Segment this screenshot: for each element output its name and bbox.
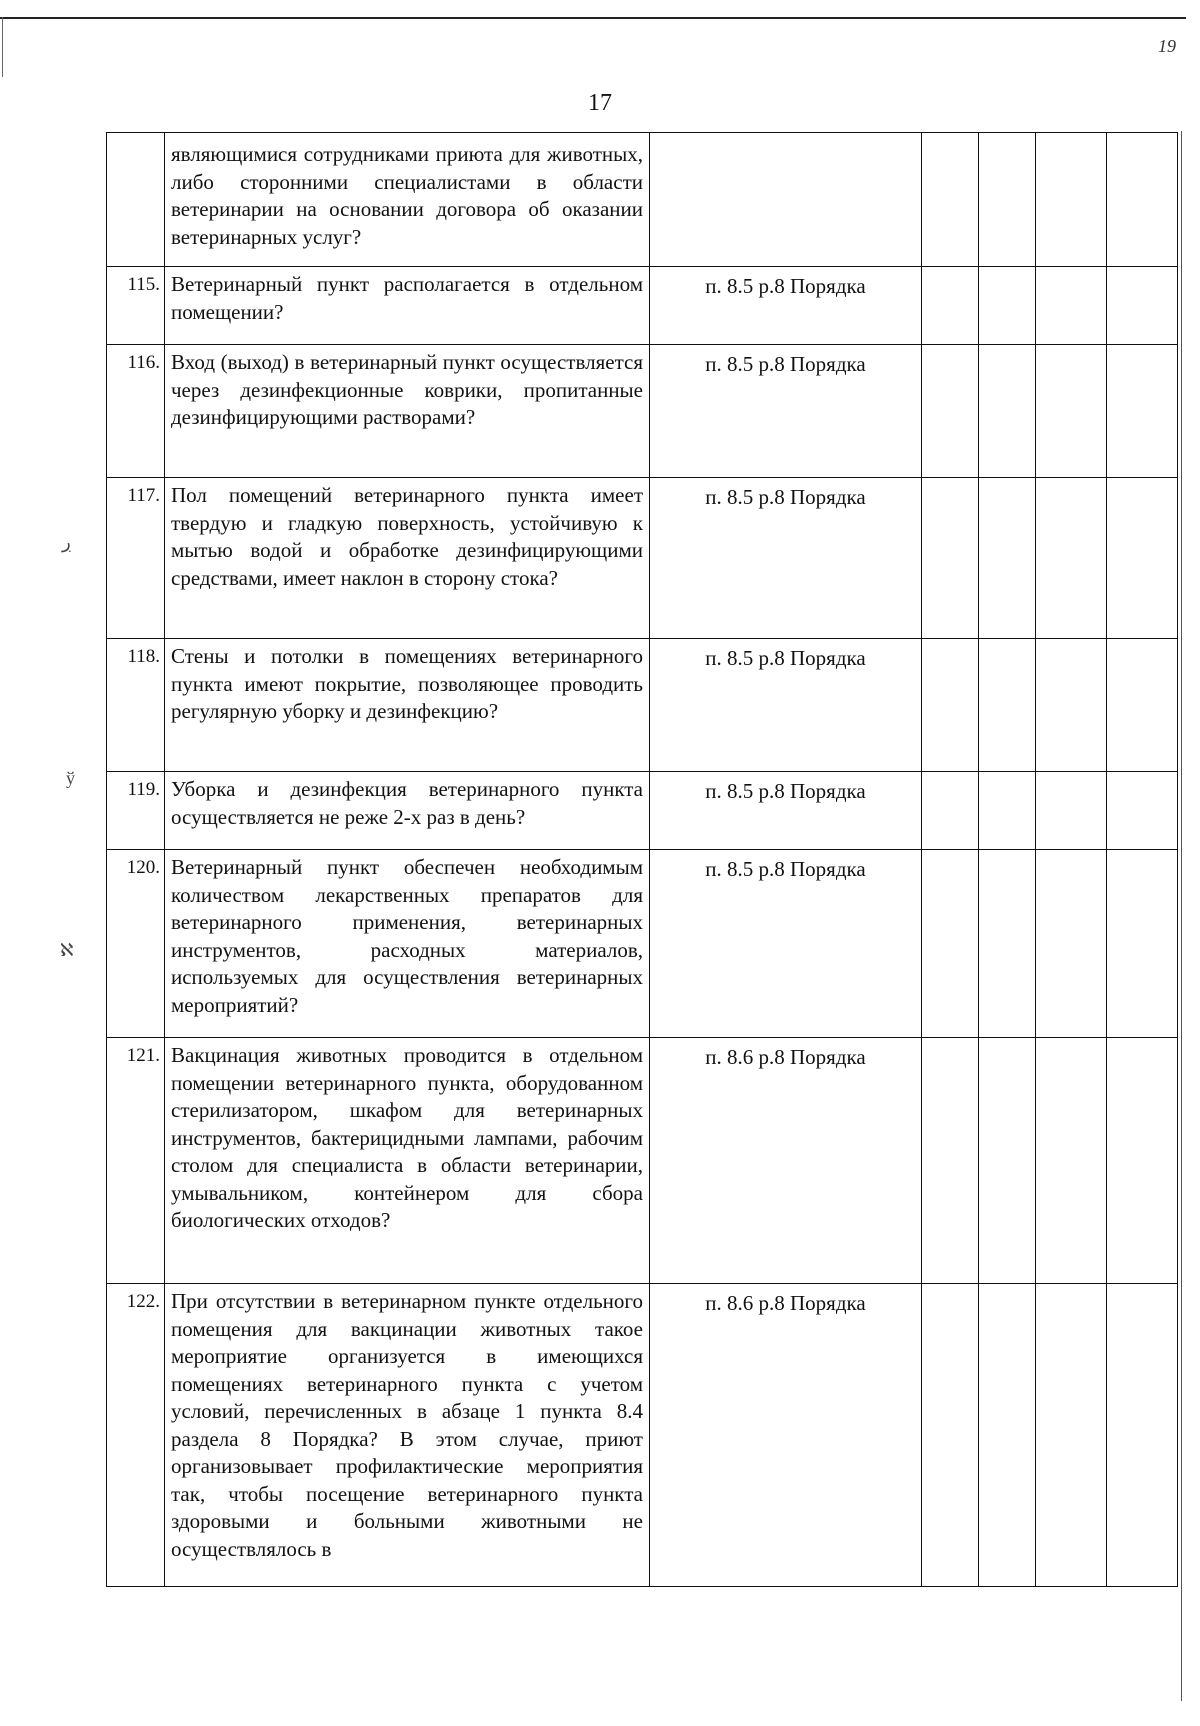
row-reference: п. 8.6 р.8 Порядка <box>650 1038 922 1284</box>
answer-cell <box>979 1284 1036 1587</box>
answer-cell <box>979 133 1036 267</box>
row-question: Вход (выход) в ветеринарный пункт осуществляется через дезинфекционные коврики, пропитанные дезинфицирующими растворами? <box>165 345 650 478</box>
row-number: 121. <box>107 1038 165 1284</box>
margin-mark-2: ў <box>66 768 75 788</box>
table-row <box>107 850 1178 1038</box>
page-number: 17 <box>588 90 612 116</box>
checklist-table-container <box>106 132 1177 1587</box>
row-number: 116. <box>107 345 165 478</box>
row-question: Уборка и дезинфекция ветеринарного пункта осуществляется не реже 2-х раз в день? <box>165 772 650 850</box>
answer-cell <box>1036 850 1107 1038</box>
answer-cell <box>1036 267 1107 345</box>
answer-cell <box>1107 1284 1178 1587</box>
answer-cell <box>1107 850 1178 1038</box>
answer-cell <box>922 639 979 772</box>
table-row <box>107 133 1178 267</box>
answer-cell <box>979 639 1036 772</box>
table-row <box>107 772 1178 850</box>
row-number: 118. <box>107 639 165 772</box>
answer-cell <box>1036 639 1107 772</box>
row-reference: п. 8.5 р.8 Порядка <box>650 345 922 478</box>
answer-cell <box>1107 478 1178 639</box>
answer-cell <box>922 345 979 478</box>
left-border-line <box>2 17 3 77</box>
answer-cell <box>1036 345 1107 478</box>
row-question: Пол помещений ветеринарного пункта имеет твердую и гладкую поверхность, устойчивую к мытью водой и обработке дезинфицирующими средствами, имеет наклон в сторону стока? <box>165 478 650 639</box>
answer-cell <box>922 850 979 1038</box>
row-reference: п. 8.5 р.8 Порядка <box>650 639 922 772</box>
top-border-line <box>0 17 1186 19</box>
answer-cell <box>1036 133 1107 267</box>
answer-cell <box>1107 345 1178 478</box>
answer-cell <box>1107 133 1178 267</box>
row-question: Ветеринарный пункт располагается в отдельном помещении? <box>165 267 650 345</box>
answer-cell <box>922 1038 979 1284</box>
answer-cell <box>979 478 1036 639</box>
row-number: 122. <box>107 1284 165 1587</box>
row-question: являющимися сотрудниками приюта для животных, либо сторонними специалистами в области ветеринарии на основании договора об оказании ветеринарных услуг? <box>165 133 650 267</box>
row-reference: п. 8.5 р.8 Порядка <box>650 267 922 345</box>
row-reference: п. 8.5 р.8 Порядка <box>650 772 922 850</box>
corner-sheet-number: 19 <box>1158 36 1176 56</box>
row-question: Ветеринарный пункт обеспечен необходимым количеством лекарственных препаратов для ветеринарного применения, ветеринарных инструментов, расходных материалов, используемых для осуществления ветеринарных мероприятий? <box>165 850 650 1038</box>
row-question: Стены и потолки в помещениях ветеринарного пункта имеют покрытие, позволяющее проводить регулярную уборку и дезинфекцию? <box>165 639 650 772</box>
answer-cell <box>1036 1038 1107 1284</box>
answer-cell <box>922 772 979 850</box>
answer-cell <box>1107 639 1178 772</box>
row-reference <box>650 133 922 267</box>
row-reference: п. 8.5 р.8 Порядка <box>650 478 922 639</box>
checklist-table <box>106 132 1178 1587</box>
answer-cell <box>1036 772 1107 850</box>
table-row <box>107 639 1178 772</box>
answer-cell <box>1036 478 1107 639</box>
answer-cell <box>922 1284 979 1587</box>
row-number <box>107 133 165 267</box>
answer-cell <box>979 850 1036 1038</box>
answer-cell <box>1107 772 1178 850</box>
table-row <box>107 345 1178 478</box>
row-reference: п. 8.5 р.8 Порядка <box>650 850 922 1038</box>
table-row <box>107 267 1178 345</box>
row-number: 117. <box>107 478 165 639</box>
answer-cell <box>979 1038 1036 1284</box>
row-number: 119. <box>107 772 165 850</box>
row-question: Вакцинация животных проводится в отдельном помещении ветеринарного пункта, оборудованном стерилизатором, шкафом для ветеринарных инструментов, бактерицидными лампами, рабочим столом для специалиста в области ветеринарии, умывальником, контейнером для сбора биологических отходов? <box>165 1038 650 1284</box>
answer-cell <box>922 478 979 639</box>
answer-cell <box>1107 1038 1178 1284</box>
answer-cell <box>922 133 979 267</box>
table-row <box>107 478 1178 639</box>
table-row <box>107 1038 1178 1284</box>
right-border-line <box>1181 131 1182 1701</box>
answer-cell <box>979 267 1036 345</box>
answer-cell <box>979 772 1036 850</box>
row-question: При отсутствии в ветеринарном пункте отдельного помещения для вакцинации животных такое мероприятие организуется в имеющихся помещениях ветеринарного пункта с учетом условий, перечисленных в абзаце 1 пункта 8.4 раздела 8 Порядка? В этом случае, приют организовывает профилактические мероприятия так, чтобы посещение ветеринарного пункта здоровыми и больными животными не осуществлялось в <box>165 1284 650 1587</box>
margin-mark-1: ڔ <box>62 532 72 552</box>
answer-cell <box>1107 267 1178 345</box>
row-reference: п. 8.6 р.8 Порядка <box>650 1284 922 1587</box>
row-number: 120. <box>107 850 165 1038</box>
answer-cell <box>1036 1284 1107 1587</box>
margin-mark-3: ℵ <box>60 940 74 960</box>
answer-cell <box>979 345 1036 478</box>
table-row <box>107 1284 1178 1587</box>
row-number: 115. <box>107 267 165 345</box>
answer-cell <box>922 267 979 345</box>
